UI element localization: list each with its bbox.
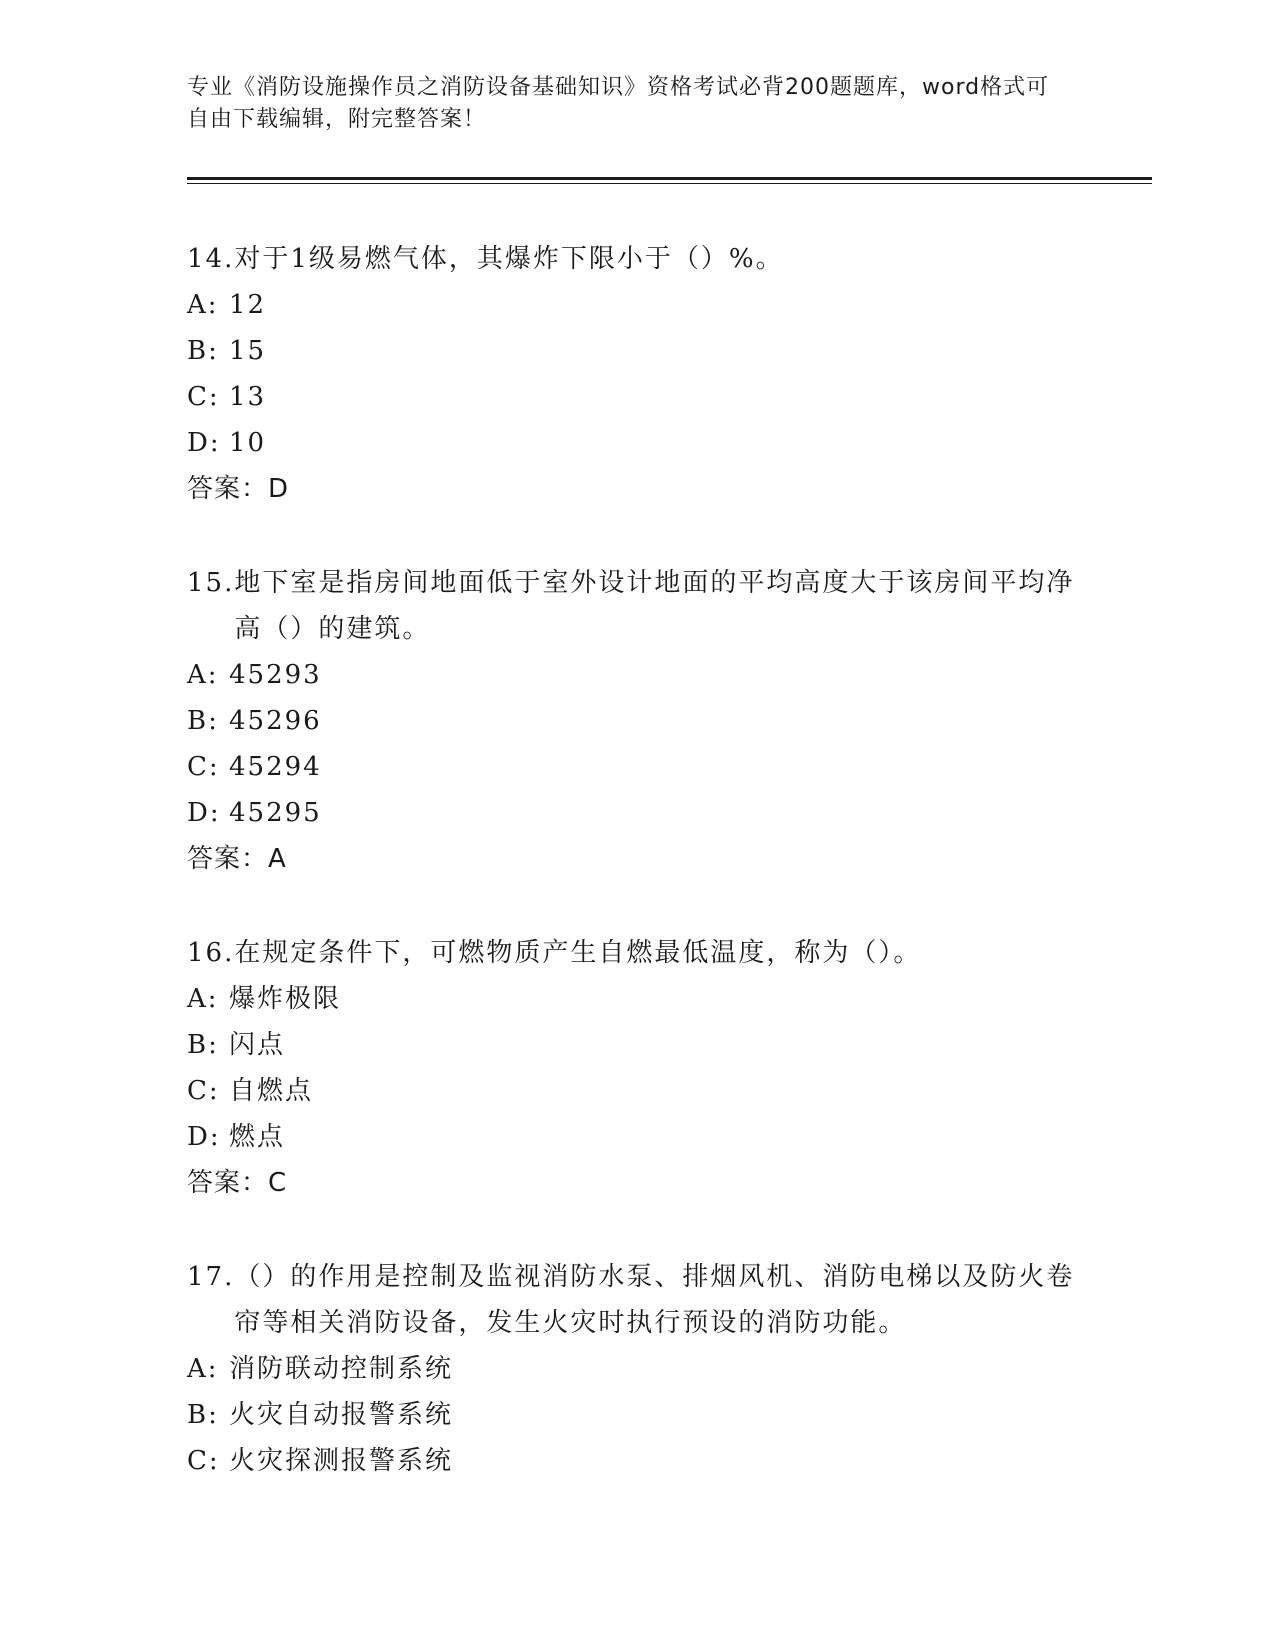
option-letter: A: [187,290,219,320]
option-a [187,652,1087,698]
option-letter: B: [187,1030,219,1060]
option-letter: D: [187,1122,221,1152]
question-16 [187,930,1087,1206]
answer-line: 答案：A [187,844,287,874]
option-c [187,744,1087,790]
option-text: 爆炸极限 [229,984,342,1014]
option-c [187,374,1087,420]
question-17 [187,1254,1087,1484]
option-a [187,282,1087,328]
option-text: 消防联动控制系统 [229,1354,454,1384]
question-number: 15. [187,568,235,598]
option-letter: C: [187,382,220,412]
option-letter: D: [187,428,221,458]
option-b [187,1392,1087,1438]
question-list [187,236,1087,1532]
option-letter: B: [187,706,219,736]
option-b [187,1022,1087,1068]
question-stem: 地下室是指房间地面低于室外设计地面的平均高度大于该房间平均净高（）的建筑。 [234,568,1075,644]
question-text [187,560,1087,652]
option-text: 火灾探测报警系统 [229,1446,454,1476]
option-text: 火灾自动报警系统 [229,1400,454,1430]
header-divider-thick [187,177,1152,180]
question-number: 16. [187,938,235,968]
question-text [187,236,1087,282]
option-letter: B: [187,1400,219,1430]
question-15 [187,560,1087,882]
question-14 [187,236,1087,512]
option-letter: B: [187,336,219,366]
option-a [187,976,1087,1022]
question-stem: 在规定条件下，可燃物质产生自燃最低温度，称为（）。 [234,938,922,968]
question-stem: 对于1级易燃气体，其爆炸下限小于（）%。 [234,244,784,274]
option-text: 45293 [229,660,322,690]
option-letter: C: [187,752,220,782]
question-number: 17. [187,1262,235,1292]
question-text [187,930,1087,976]
option-d [187,1114,1087,1160]
option-text: 闪点 [229,1030,286,1060]
option-c [187,1068,1087,1114]
option-text: 45295 [229,798,322,828]
option-d [187,420,1087,466]
option-text: 13 [229,382,267,412]
option-letter: D: [187,798,221,828]
option-letter: C: [187,1076,220,1106]
option-b [187,698,1087,744]
option-letter: C: [187,1446,220,1476]
option-text: 15 [229,336,267,366]
option-text: 燃点 [229,1122,286,1152]
header-divider-thin [187,183,1152,184]
document-header: 专业《消防设施操作员之消防设备基础知识》资格考试必背200题题库，word格式可自由下载编辑，附完整答案！ [187,75,1050,132]
answer-line: 答案：D [187,474,290,504]
option-a [187,1346,1087,1392]
answer-line: 答案：C [187,1168,288,1198]
option-b [187,328,1087,374]
option-text: 45294 [229,752,322,782]
option-c [187,1438,1087,1484]
question-stem: （）的作用是控制及监视消防水泵、排烟风机、消防电梯以及防火卷帘等相关消防设备，发生火灾时执行预设的消防功能。 [234,1262,1075,1338]
option-letter: A: [187,984,219,1014]
question-text [187,1254,1087,1346]
option-letter: A: [187,660,219,690]
option-letter: A: [187,1354,219,1384]
option-text: 12 [229,290,267,320]
option-text: 10 [229,428,267,458]
option-text: 自燃点 [229,1076,314,1106]
option-text: 45296 [229,706,322,736]
option-d [187,790,1087,836]
question-number: 14. [187,244,235,274]
